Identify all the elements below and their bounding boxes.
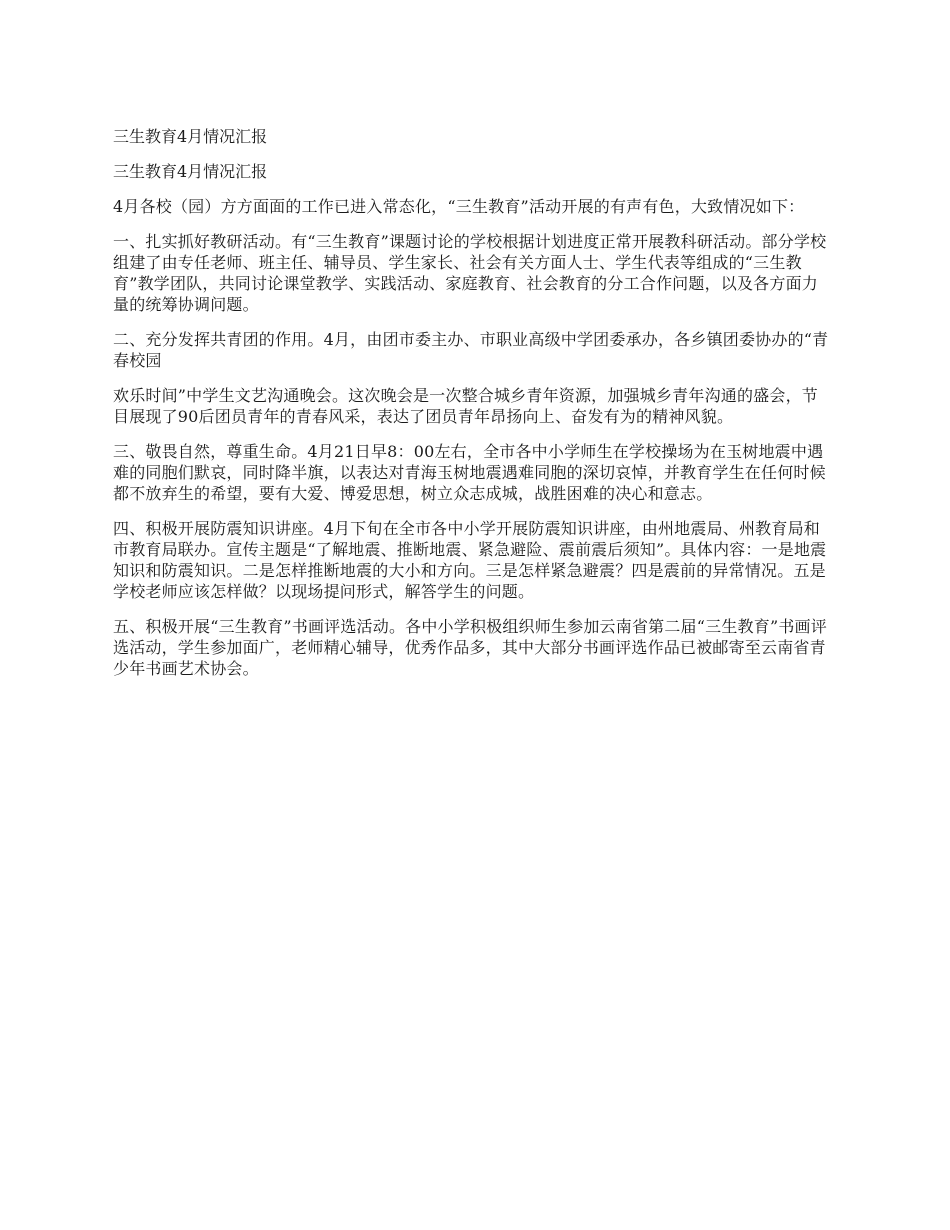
paragraph-teaching-research: 一、扎实抓好教研活动。有“三生教育”课题讨论的学校根据计划进度正常开展教科研活动。部分学校组建了由专任老师、班主任、辅导员、学生家长、社会有关方面人士、学生代表等组成的“三生教育”教学团队，共同讨论课堂教学、实践活动、家庭教育、社会教育的分工合作问题，以及各方面力量的统筹协调问题。: [113, 232, 827, 314]
paragraph-earthquake-lecture: 四、积极开展防震知识讲座。4月下旬在全市各中小学开展防震知识讲座，由州地震局、州教育局和市教育局联办。宣传主题是“了解地震、推断地震、紧急避险、震前震后须知”。具体内容：一是地震知识和防震知识。二是怎样推断地震的大小和方向。三是怎样紧急避震？四是震前的异常情况。五是学校老师应该怎样做？以现场提问形式，解答学生的问题。: [113, 519, 827, 601]
document-title: 三生教育4月情况汇报: [113, 127, 268, 146]
paragraph-calligraphy-contest: 五、积极开展“三生教育”书画评选活动。各中小学积极组织师生参加云南省第二届“三生教育”书画评选活动，学生参加面广，老师精心辅导，优秀作品多，其中大部分书画评选作品已被邮寄至云南省青少年书画艺术协会。: [113, 617, 827, 678]
document-subtitle: 三生教育4月情况汇报: [113, 162, 268, 181]
document-page: [113, 126, 833, 693]
paragraph-art-evening: 欢乐时间”中学生文艺沟通晚会。这次晚会是一次整合城乡青年资源，加强城乡青年沟通的盛会，节目展现了90后团员青年的青春风采，表达了团员青年昂扬向上、奋发有为的精神风貌。: [113, 386, 818, 426]
paragraph-youth-league: 二、充分发挥共青团的作用。4月，由团市委主办、市职业高级中学团委承办，各乡镇团委协办的“青春校园: [113, 330, 829, 370]
paragraph-intro: 4月各校（园）方方面面的工作已进入常态化，“三生教育”活动开展的有声有色，大致情况如下：: [113, 197, 805, 216]
paragraph-respect-life: 三、敬畏自然，尊重生命。4月21日早8：00左右，全市各中小学师生在学校操场为在玉树地震中遇难的同胞们默哀，同时降半旗，以表达对青海玉树地震遇难同胞的深切哀悼，并教育学生在任何时候都不放弃生的希望，要有大爱、博爱思想，树立众志成城，战胜困难的决心和意志。: [113, 442, 826, 503]
